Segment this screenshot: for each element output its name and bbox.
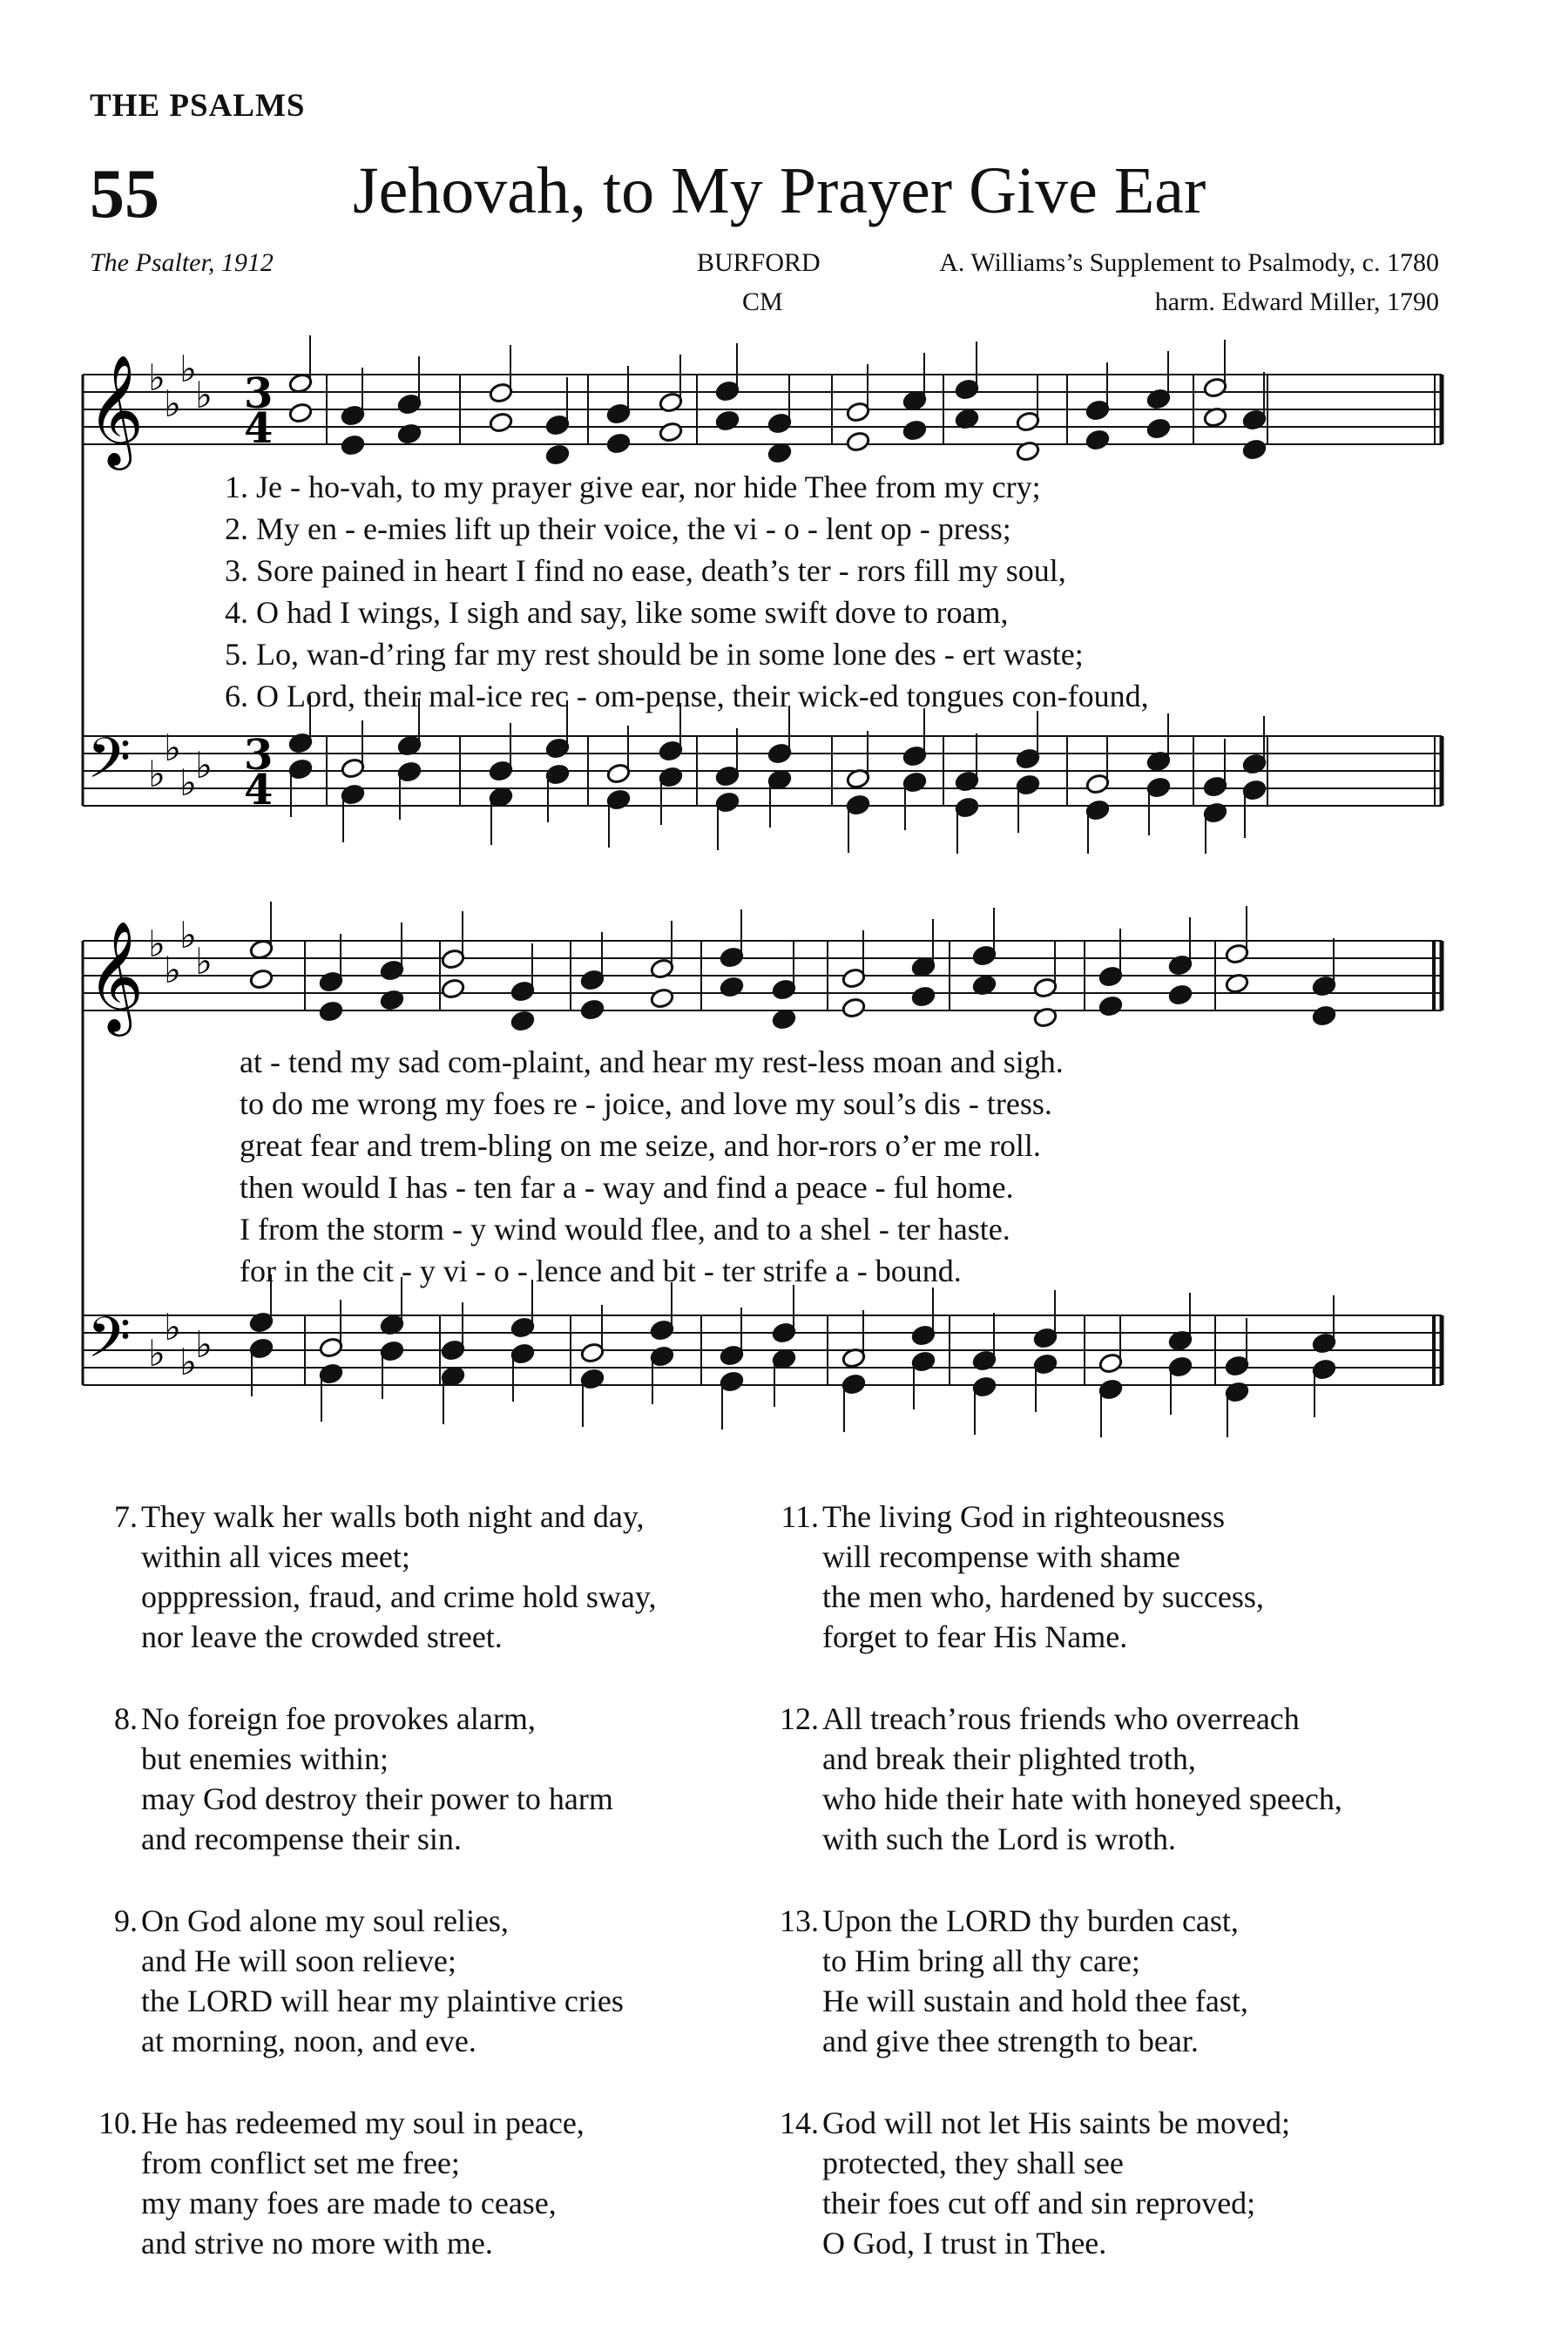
lyric-line: for in the cit - y vi - o - lence and bit - ter strife a - bound.	[240, 1254, 962, 1288]
bass-clef-icon: 𝄢	[87, 1306, 132, 1384]
meter: CM	[742, 287, 783, 316]
lyric-line: 1. Je - ho-vah, to my prayer give ear, nor hide Thee from my cry;	[225, 470, 1041, 504]
verse-line: will recompense with shame	[822, 1539, 1180, 1574]
verse-line: God will not let His saints be moved;	[822, 2105, 1290, 2140]
verse-line: The living God in righteousness	[822, 1499, 1225, 1534]
svg-text:♭: ♭	[195, 940, 213, 983]
verse-line: who hide their hate with honeyed speech,	[822, 1781, 1342, 1816]
music-system-1	[0, 331, 1568, 854]
verse-line: He has redeemed my soul in peace,	[141, 2105, 585, 2140]
svg-text:♭: ♭	[164, 1306, 181, 1348]
svg-text:♭: ♭	[148, 356, 166, 399]
section-heading: THE PSALMS	[90, 88, 306, 124]
verse-line: at morning, noon, and eve.	[141, 2024, 476, 2058]
verse-line: and strive no more with me.	[141, 2226, 493, 2261]
verse-line: All treach’rous friends who overreach	[822, 1701, 1300, 1736]
lyric-line: I from the storm - y wind would flee, and to a shel - ter haste.	[240, 1212, 1010, 1247]
verse-line: and give thee strength to bear.	[822, 2024, 1199, 2058]
verse-line: my many foes are made to cease,	[141, 2186, 557, 2220]
music-source: A. Williams’s Supplement to Psalmody, c. 1780	[939, 248, 1439, 277]
verse-line: Upon the LORD thy burden cast,	[822, 1903, 1239, 1938]
hymn-title: Jehovah, to My Prayer Give Ear	[353, 154, 1206, 227]
hymn-number: 55	[90, 156, 159, 233]
lyric-line: to do me wrong my foes re - joice, and love my soul’s dis - tress.	[240, 1086, 1052, 1121]
verse-number: 12.	[780, 1701, 819, 1736]
svg-text:3: 3	[244, 731, 274, 780]
verse-line: and break their plighted troth,	[822, 1741, 1196, 1776]
tune-name: BURFORD	[697, 248, 821, 277]
verse-line: opppression, fraud, and crime hold sway,	[141, 1579, 657, 1614]
verse-line: O God, I trust in Thee.	[822, 2226, 1107, 2261]
svg-text:♭: ♭	[195, 374, 213, 416]
svg-text:♭: ♭	[195, 744, 213, 787]
svg-text:♭: ♭	[179, 1341, 197, 1383]
lyric-line: 3. Sore pained in heart I find no ease, death’s ter - rors fill my soul,	[225, 553, 1066, 588]
svg-text:♭: ♭	[195, 1323, 213, 1366]
words-credit: The Psalter, 1912	[90, 248, 274, 277]
verse-line: forget to fear His Name.	[822, 1619, 1128, 1654]
treble-clef-icon: 𝄞	[87, 354, 145, 465]
verse-line: within all vices meet;	[141, 1539, 410, 1574]
verse-line: No foreign foe provokes alarm,	[141, 1701, 536, 1736]
verse-line: from conflict set me free;	[141, 2146, 460, 2180]
lyric-line: 5. Lo, wan-d’ring far my rest should be in some lone des - ert waste;	[225, 637, 1084, 672]
verse-number: 10.	[98, 2105, 138, 2140]
verse-line: and recompense their sin.	[141, 1821, 462, 1856]
verse-line: He will sustain and hold thee fast,	[822, 1984, 1248, 2018]
bass-clef-icon: 𝄢	[87, 727, 132, 805]
verse-line: the men who, hardened by success,	[822, 1579, 1264, 1614]
verse-number: 13.	[780, 1903, 819, 1938]
verse-line: On God alone my soul relies,	[141, 1903, 509, 1938]
svg-text:♭: ♭	[179, 348, 197, 390]
verse-line: the LORD will hear my plaintive cries	[141, 1984, 624, 2018]
svg-text:♭: ♭	[179, 914, 197, 956]
verse-number: 14.	[780, 2105, 819, 2140]
verse-line: nor leave the crowded street.	[141, 1619, 503, 1654]
lyric-line: then would I has - ten far a - way and find a peace - ful home.	[240, 1170, 1014, 1205]
svg-text:♭: ♭	[164, 727, 181, 769]
verse-line: may God destroy their power to harm	[141, 1781, 613, 1816]
verse-number: 7.	[114, 1499, 138, 1534]
verse-line: but enemies within;	[141, 1741, 389, 1776]
verse-line: protected, they shall see	[822, 2146, 1124, 2180]
lyric-line: great fear and trem-bling on me seize, and hor-rors o’er me roll.	[240, 1128, 1041, 1163]
svg-text:4: 4	[244, 404, 274, 453]
svg-text:3: 3	[244, 369, 274, 418]
svg-text:♭: ♭	[148, 1332, 166, 1375]
svg-text:♭: ♭	[164, 382, 181, 425]
verse-line: and He will soon relieve;	[141, 1943, 456, 1978]
svg-text:♭: ♭	[179, 761, 197, 804]
verse-line: with such the Lord is wroth.	[822, 1821, 1176, 1856]
svg-text:♭: ♭	[148, 923, 166, 965]
treble-clef-icon: 𝄞	[87, 920, 145, 1031]
lyric-line: 2. My en - e-mies lift up their voice, the vi - o - lent op - press;	[225, 511, 1011, 546]
harmony-credit: harm. Edward Miller, 1790	[1154, 287, 1439, 316]
verse-number: 11.	[781, 1499, 819, 1534]
lyric-line: 6. O Lord, their mal-ice rec - om-pense, their wick-ed tongues con-found,	[225, 679, 1149, 713]
svg-text:♭: ♭	[148, 753, 166, 795]
verse-line: to Him bring all thy care;	[822, 1943, 1140, 1978]
music-system-2	[0, 897, 1568, 1437]
verse-line: They walk her walls both night and day,	[141, 1499, 645, 1534]
lyric-line: 4. O had I wings, I sigh and say, like some swift dove to roam,	[225, 595, 1009, 630]
verse-line: their foes cut off and sin reproved;	[822, 2186, 1256, 2220]
verse-number: 8.	[114, 1701, 138, 1736]
lyric-line: at - tend my sad com-plaint, and hear my rest-less moan and sigh.	[240, 1044, 1064, 1079]
verse-number: 9.	[114, 1903, 138, 1938]
svg-text:♭: ♭	[164, 949, 181, 991]
svg-text:4: 4	[244, 766, 274, 814]
